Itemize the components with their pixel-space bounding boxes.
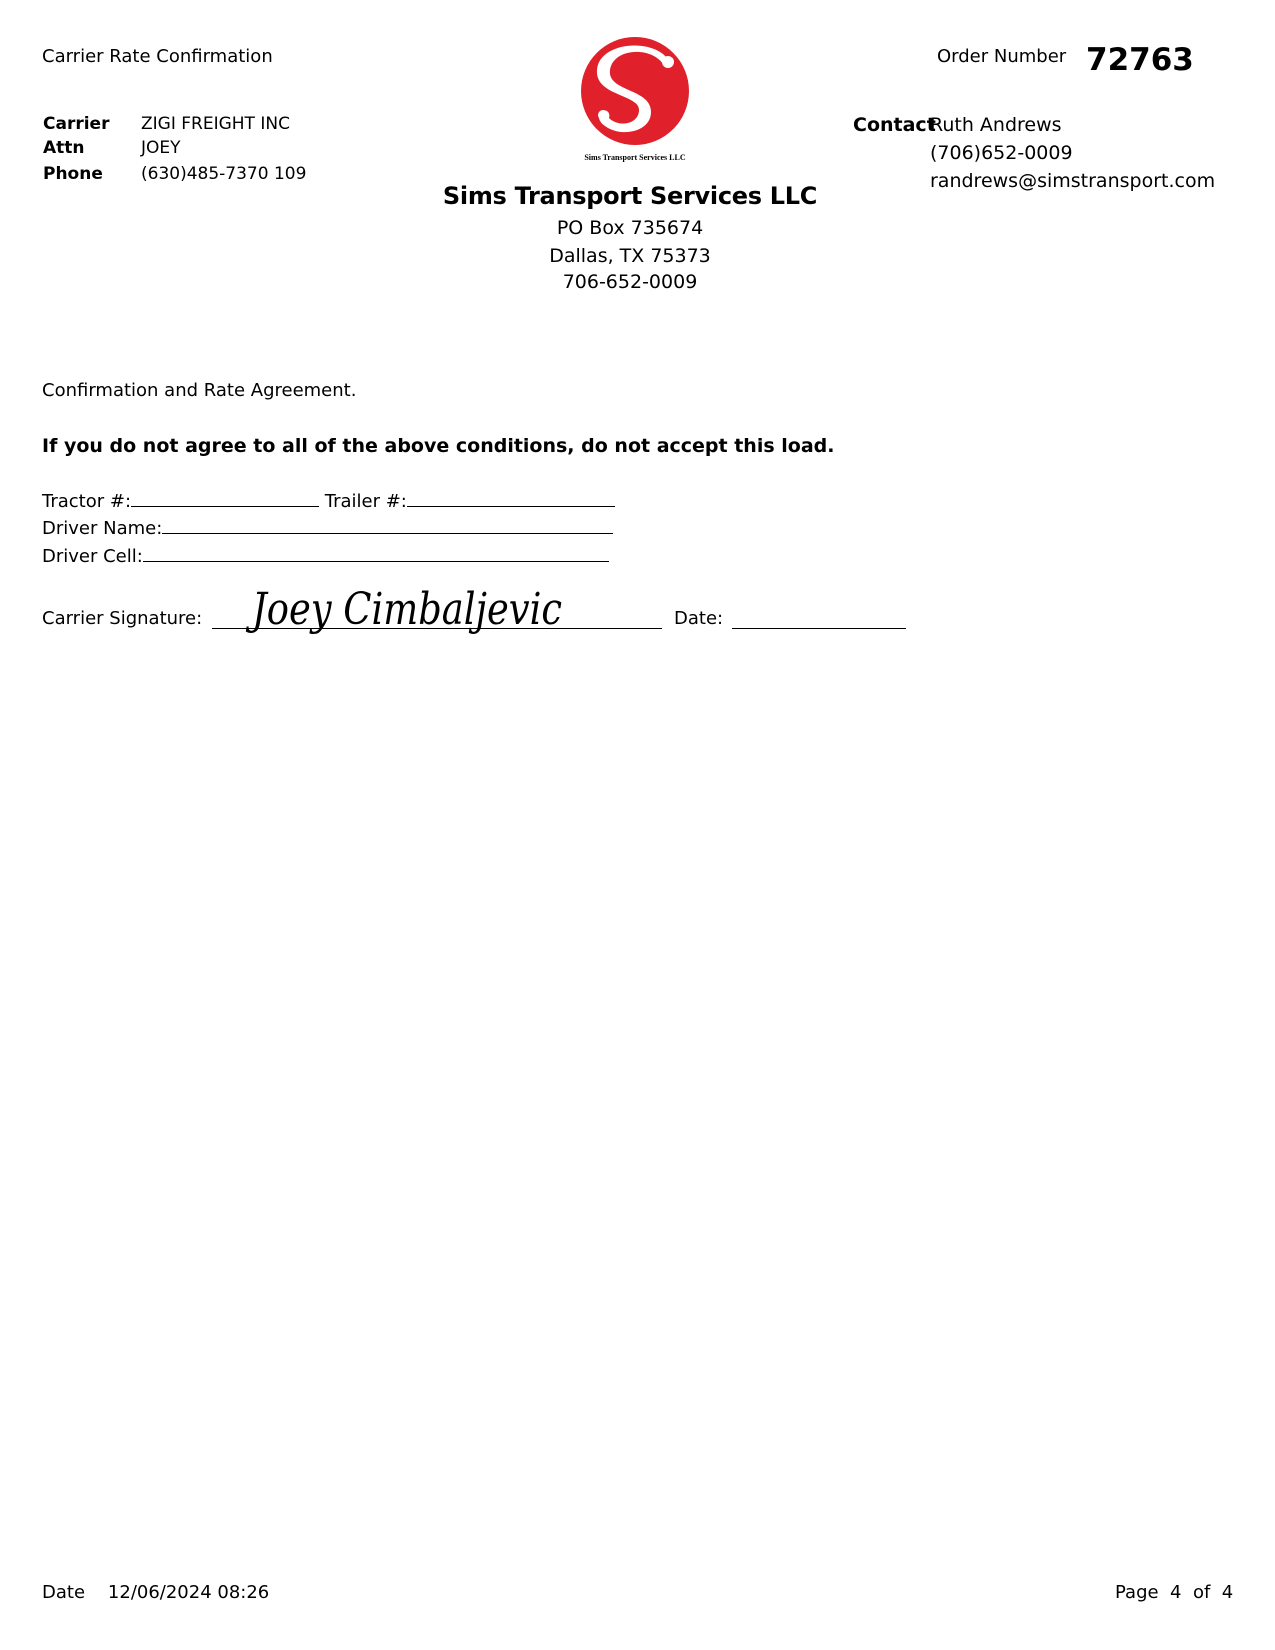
footer-date-label: Date	[42, 1582, 86, 1603]
footer-date	[42, 1582, 269, 1603]
company-phone: 706-652-0009	[562, 271, 698, 293]
svg-text:Joey Cimbaljevic: Joey Cimbaljevic	[245, 584, 563, 635]
page-total: 4	[1221, 1582, 1234, 1603]
company-name: Sims Transport Services LLC	[442, 182, 818, 210]
order-number: 72763	[1086, 42, 1194, 78]
driver-name-row	[42, 517, 613, 539]
attn-label: Attn	[43, 138, 85, 158]
document-title: Carrier Rate Confirmation	[42, 46, 273, 67]
driver-cell-row	[42, 545, 609, 567]
page-current: 4	[1170, 1582, 1182, 1603]
contact-email: randrews@simstransport.com	[930, 170, 1216, 192]
driver-cell-label: Driver Cell:	[42, 546, 143, 567]
signature-date-label: Date:	[674, 608, 724, 629]
trailer-field[interactable]	[407, 490, 615, 507]
trailer-label: Trailer #:	[324, 491, 407, 512]
contact-phone: (706)652-0009	[930, 142, 1073, 164]
contact-name: Ruth Andrews	[930, 114, 1062, 136]
phone-value: (630)485-7370 109	[141, 164, 307, 184]
page-of: of	[1192, 1582, 1211, 1603]
order-number-label: Order Number	[937, 46, 1067, 67]
sims-logo-icon	[555, 36, 715, 166]
carrier-label: Carrier	[43, 114, 110, 134]
driver-name-label: Driver Name:	[42, 518, 163, 539]
signature-image	[245, 582, 570, 642]
company-logo	[555, 36, 715, 166]
driver-name-field[interactable]	[162, 517, 613, 534]
svg-text:Sims Transport Services LLC: Sims Transport Services LLC	[584, 153, 686, 162]
footer-date-value: 12/06/2024 08:26	[107, 1582, 270, 1603]
phone-label: Phone	[43, 164, 103, 184]
tractor-trailer-row	[42, 490, 615, 512]
company-address-line2: Dallas, TX 75373	[549, 245, 711, 267]
attn-value: JOEY	[141, 138, 181, 158]
page-indicator	[1115, 1582, 1233, 1603]
tractor-field[interactable]	[131, 490, 319, 507]
carrier-signature-label: Carrier Signature:	[42, 608, 203, 629]
page-label: Page	[1115, 1582, 1159, 1603]
driver-cell-field[interactable]	[143, 545, 609, 562]
warning-text: If you do not agree to all of the above conditions, do not accept this load.	[42, 435, 835, 457]
signature-date-field[interactable]	[732, 628, 906, 629]
carrier-value: ZIGI FREIGHT INC	[141, 114, 290, 134]
company-address-line1: PO Box 735674	[556, 217, 704, 239]
carrier-signature	[245, 582, 570, 646]
tractor-label: Tractor #:	[42, 491, 132, 512]
contact-label: Contact	[853, 114, 936, 136]
confirmation-text: Confirmation and Rate Agreement.	[42, 380, 357, 401]
